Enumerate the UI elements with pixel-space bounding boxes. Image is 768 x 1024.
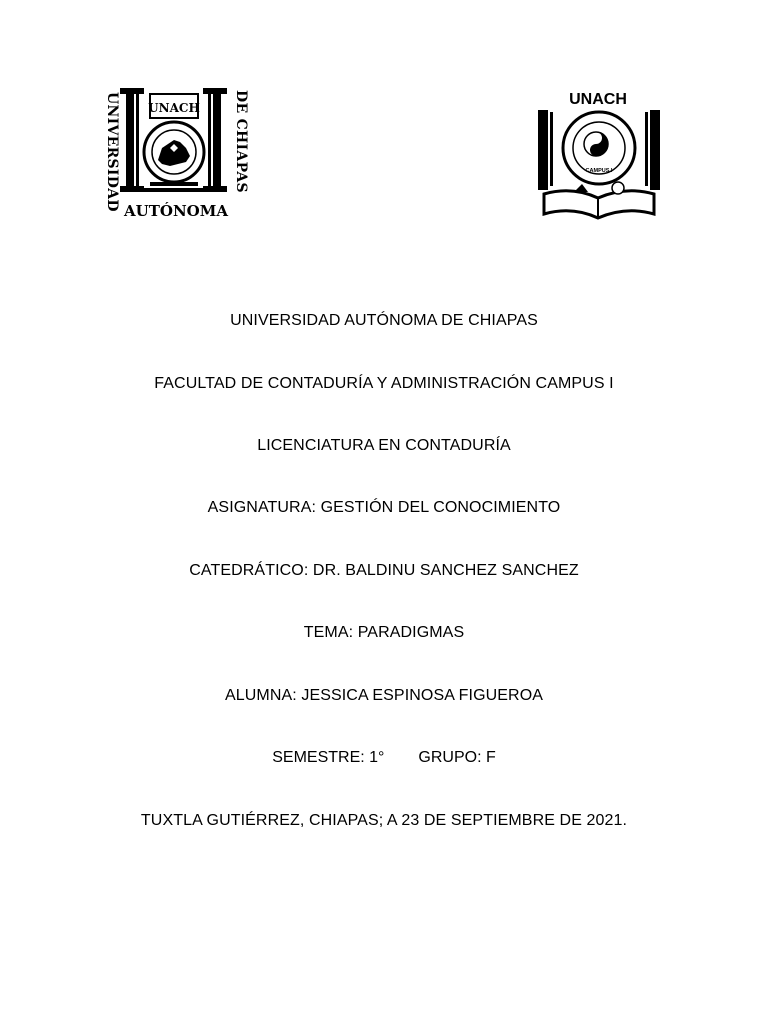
professor-line: CATEDRÁTICO: DR. BALDINU SANCHEZ SANCHEZ — [189, 562, 579, 579]
seal-top-text: UNACH — [148, 101, 200, 115]
faculty-logo-top-text: UNACH — [569, 91, 627, 108]
semester-group-row — [0, 748, 768, 768]
topic-line: TEMA: PARADIGMAS — [303, 624, 465, 641]
student-line: ALUMNA: JESSICA ESPINOSA FIGUEROA — [224, 687, 544, 704]
faculty-name: FACULTAD DE CONTADURÍA Y ADMINISTRACIÓN CAMPUS I — [154, 375, 614, 392]
faculty-seal-icon — [534, 88, 664, 222]
logo-bottom-text: AUTÓNOMA — [124, 202, 228, 220]
place-date-line: TUXTLA GUTIÉRREZ, CHIAPAS; A 23 DE SEPTIEMBRE DE 2021. — [140, 812, 628, 829]
semester-text: SEMESTRE: 1° — [272, 749, 385, 766]
university-seal-icon — [100, 82, 252, 222]
faculty-campus-text: CAMPUS I — [585, 168, 613, 174]
degree-name: LICENCIATURA EN CONTADURÍA — [257, 437, 511, 454]
vertical-right-text: DE CHIAPAS — [233, 90, 249, 193]
university-name: UNIVERSIDAD AUTÓNOMA DE CHIAPAS — [230, 312, 538, 329]
group-text: GRUPO: F — [418, 749, 496, 766]
vertical-left-text: UNIVERSIDAD — [104, 92, 120, 212]
subject-line: ASIGNATURA: GESTIÓN DEL CONOCIMIENTO — [207, 499, 561, 516]
